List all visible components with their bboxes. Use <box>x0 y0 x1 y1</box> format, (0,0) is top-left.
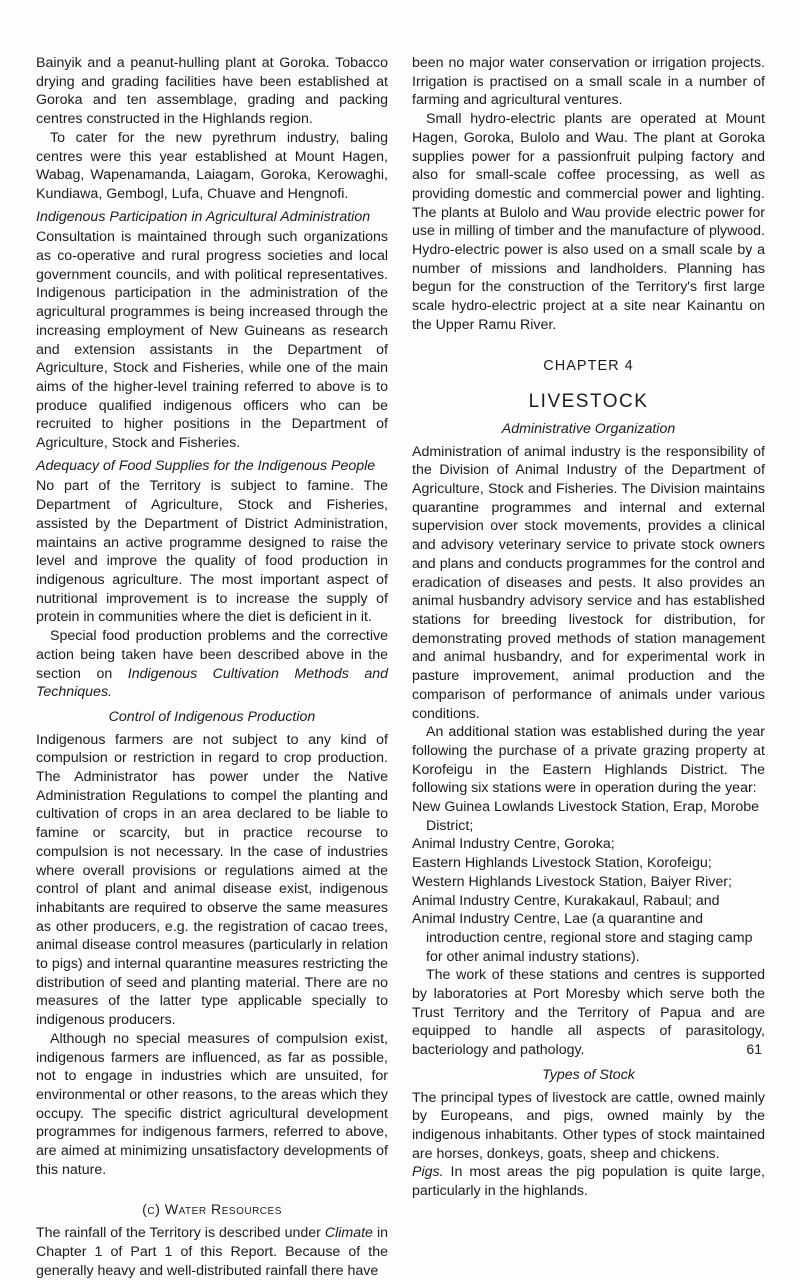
page-number: 61 <box>746 1041 762 1057</box>
paragraph: To cater for the new pyrethrum industry, baling centres were this year established at Mount Hagen, Wabag, Wapenamanda, Laiagam, Goroka, Kerowaghi, Kundiawa, Gembogl, Lufa, Chuave and Hengnofi. <box>36 129 388 202</box>
station-list <box>412 798 765 966</box>
paragraph: been no major water conservation or irrigation projects. Irrigation is practised on a small scale in a number of farming and agricultural ventures. <box>412 55 765 109</box>
paragraph <box>36 1224 388 1280</box>
section-heading: Indigenous Participation in Agricultural Administration <box>36 208 371 225</box>
chapter-number: CHAPTER 4 <box>543 357 634 374</box>
section-heading: Control of Indigenous Production <box>108 708 316 725</box>
paragraph-text: Special food production problems and the corrective action being taken have been described above in the section on <box>36 628 388 682</box>
paragraph: Bainyik and a peanut-hulling plant at Goroka. Tobacco drying and grading facilities have been established at Goroka and ten assemblage, grading and packing centres constructed in the Highlands region. <box>36 55 388 128</box>
list-item: Animal Industry Centre, Lae (a quarantine and introduction centre, regional store and staging camp for other animal industry stations). <box>412 911 753 965</box>
paragraph: The principal types of livestock are cattle, owned mainly by Europeans, and pigs, owned mainly by the indigenous inhabitants. Other types of stock maintained are horses, donkeys, goats, sheep and chickens. <box>412 1089 765 1162</box>
paragraph: The work of these stations and centres is supported by laboratories at Port Moresby which serve both the Trust Territory and the Territory of Papua and are equipped to handle all aspects of parasitology, bacteriology and pathology. <box>412 967 765 1059</box>
paragraph <box>412 1163 765 1200</box>
list-item: New Guinea Lowlands Livestock Station, Erap, Morobe District; <box>412 799 759 834</box>
section-heading: Administrative Organization <box>501 420 676 437</box>
paragraph: Administration of animal industry is the responsibility of the Division of Animal Industry of the Department of Agriculture, Stock and Fisheries. The Division maintains quarantine programmes and internal and external supervision over stock movements, provides a clinical and advisory veterinary service to private stock owners and plans and conducts programmes for the control and eradication of diseases and pests. It also provides an animal husbandry advisory service and has established stations for breeding livestock for distribution, for demonstrating proved methods of station management and animal husbandry, and for experimental work in pasture improvement, animal production and the comparison of performance of animals under various conditions. <box>412 443 765 722</box>
paragraph: No part of the Territory is subject to famine. The Department of Agriculture, Stock and Fisheries, assisted by the Department of District Administration, maintains an active programme designed to raise the level and improve the quality of food production in indigenous agriculture. The most important aspect of nutritional improvement is to increase the supply of protein in communities where the diet is deficient in it. <box>36 478 388 626</box>
list-item: Western Highlands Livestock Station, Baiyer River; <box>412 873 732 890</box>
left-column <box>36 54 388 1280</box>
paragraph: An additional station was established during the year following the purchase of a private grazing property at Korofeigu in the Eastern Highlands District. The following six stations were in operation during the year: <box>412 724 765 797</box>
section-heading: Types of Stock <box>542 1066 635 1083</box>
paragraph-text: In most areas the pig population is quite large, particularly in the highlands. <box>412 1164 765 1200</box>
section-heading: Adequacy of Food Supplies for the Indigenous People <box>36 457 376 474</box>
section-heading: (c) Water Resources <box>142 1202 282 1219</box>
cross-reference: Climate <box>324 1225 373 1242</box>
right-column <box>412 54 765 1201</box>
paragraph-text: in Chapter 1 of Part 1 of this Report. Because of the generally heavy and well-distributed rainfall there have <box>36 1225 388 1279</box>
cross-reference: Indigenous Cultivation Methods and Techniques. <box>36 665 389 701</box>
paragraph: Consultation is maintained through such organizations as co-operative and rural progress societies and local government councils, and with political representatives. Indigenous participation in the administration of the agricultural programmes is being increased through the increasing employment of New Guineans as research and extension assistants in the Department of Agriculture, Stock and Fisheries, while one of the main aims of the higher-level training referred to above is to produce qualified indigenous officers who can be recruited to higher positions in the Department of Agriculture, Stock and Fisheries. <box>36 229 388 452</box>
paragraph: Indigenous farmers are not subject to any kind of compulsion or restriction in regard to crop production. The Administrator has power under the Native Administration Regulations to compel the planting and cultivation of crops in an area declared to be liable to famine or scarcity, but in practice recourse to compulsion is not necessary. In the case of industries where overall provisions or regulations aimed at the control of plant and animal disease exist, indigenous inhabitants are required to observe the same measures as other producers, e.g. the registration of cacao trees, animal disease control measures (particularly in relation to pigs) and internal quarantine measures restricting the distribution of seed and planting material. There are no measures of the latter type applicable specially to indigenous producers. <box>36 731 388 1029</box>
run-in-heading: Pigs. <box>412 1164 444 1181</box>
paragraph <box>36 627 388 702</box>
chapter-title: LIVESTOCK <box>528 391 649 413</box>
paragraph-text: The rainfall of the Territory is described under <box>36 1225 325 1242</box>
paragraph: Small hydro-electric plants are operated at Mount Hagen, Goroka, Bulolo and Wau. The plant at Goroka supplies power for a passionfruit pulping factory and also for small-scale coffee processing, as well as providing domestic and commercial power and lighting. The plants at Bulolo and Wau provide electric power for use in milling of timber and the manufacture of plywood. Hydro-electric power is also used on a small scale by a number of missions and landholders. Planning has begun for the construction of the Territory's first large scale hydro-electric project at a site near Kainantu on the Upper Ramu River. <box>412 111 765 333</box>
list-item: Animal Industry Centre, Goroka; <box>412 836 615 853</box>
list-item: Animal Industry Centre, Kurakakaul, Rabaul; and <box>412 892 720 909</box>
paragraph: Although no special measures of compulsion exist, indigenous farmers are influenced, as far as possible, not to engage in industries which are unsuited, for environmental or other reasons, to the areas which they occupy. The specific district agricultural development programmes for indigenous farmers, referred to above, are aimed at minimizing unsatisfactory developments of this nature. <box>36 1030 388 1178</box>
list-item: Eastern Highlands Livestock Station, Korofeigu; <box>412 855 712 872</box>
